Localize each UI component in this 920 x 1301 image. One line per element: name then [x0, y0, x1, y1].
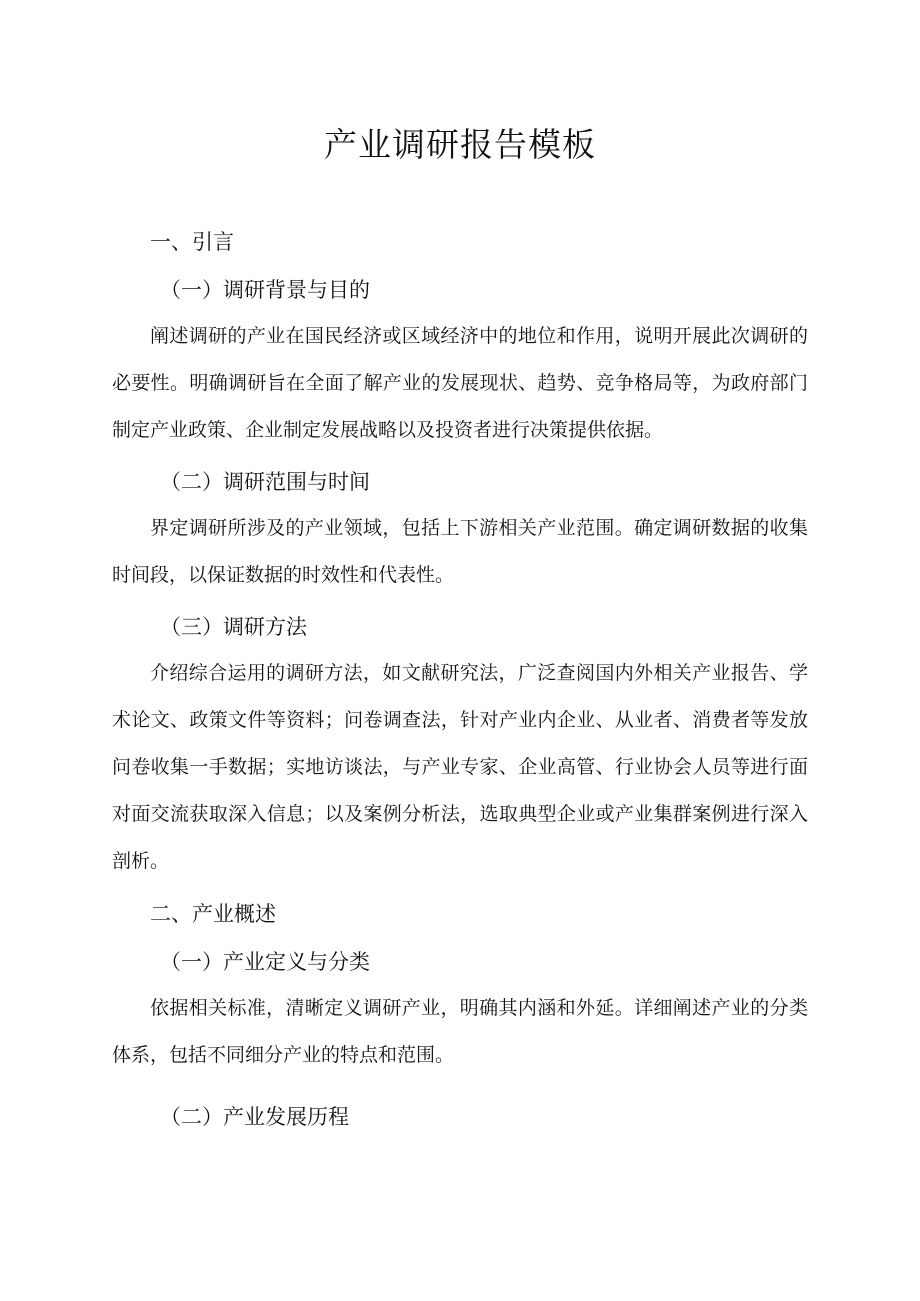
subsection-heading-definition-classification: （一）产业定义与分类	[160, 950, 370, 974]
paragraph-background-purpose: 阐述调研的产业在国民经济或区域经济中的地位和作用，说明开展此次调研的必要性。明确调研旨在全面了解产业的发展现状、趋势、竞争格局等，为政府部门制定产业政策、企业制定发展战略以及投资者进行决策提供依据。	[112, 325, 808, 441]
paragraph-scope-time: 界定调研所涉及的产业领域，包括上下游相关产业范围。确定调研数据的收集时间段，以保证数据的时效性和代表性。	[112, 517, 808, 586]
subsection-heading-development-history: （二）产业发展历程	[160, 1105, 349, 1129]
subsection-heading-methods: （三）调研方法	[160, 615, 307, 639]
section-heading-industry-overview: 二、产业概述	[150, 902, 276, 926]
section-heading-introduction: 一、引言	[150, 230, 234, 254]
paragraph-methods: 介绍综合运用的调研方法，如文献研究法，广泛查阅国内外相关产业报告、学术论文、政策文件等资料；问卷调查法，针对产业内企业、从业者、消费者等发放问卷收集一手数据；实地访谈法，与产业专家、企业高管、行业协会人员等进行面对面交流获取深入信息；以及案例分析法，选取典型企业或产业集群案例进行深入剖析。	[112, 662, 808, 872]
subsection-heading-scope-time: （二）调研范围与时间	[160, 470, 370, 494]
paragraph-definition-classification: 依据相关标准，清晰定义调研产业，明确其内涵和外延。详细阐述产业的分类体系，包括不同细分产业的特点和范围。	[112, 997, 808, 1066]
document-title: 产业调研报告模板	[324, 125, 596, 164]
subsection-heading-background-purpose: （一）调研背景与目的	[160, 278, 370, 302]
